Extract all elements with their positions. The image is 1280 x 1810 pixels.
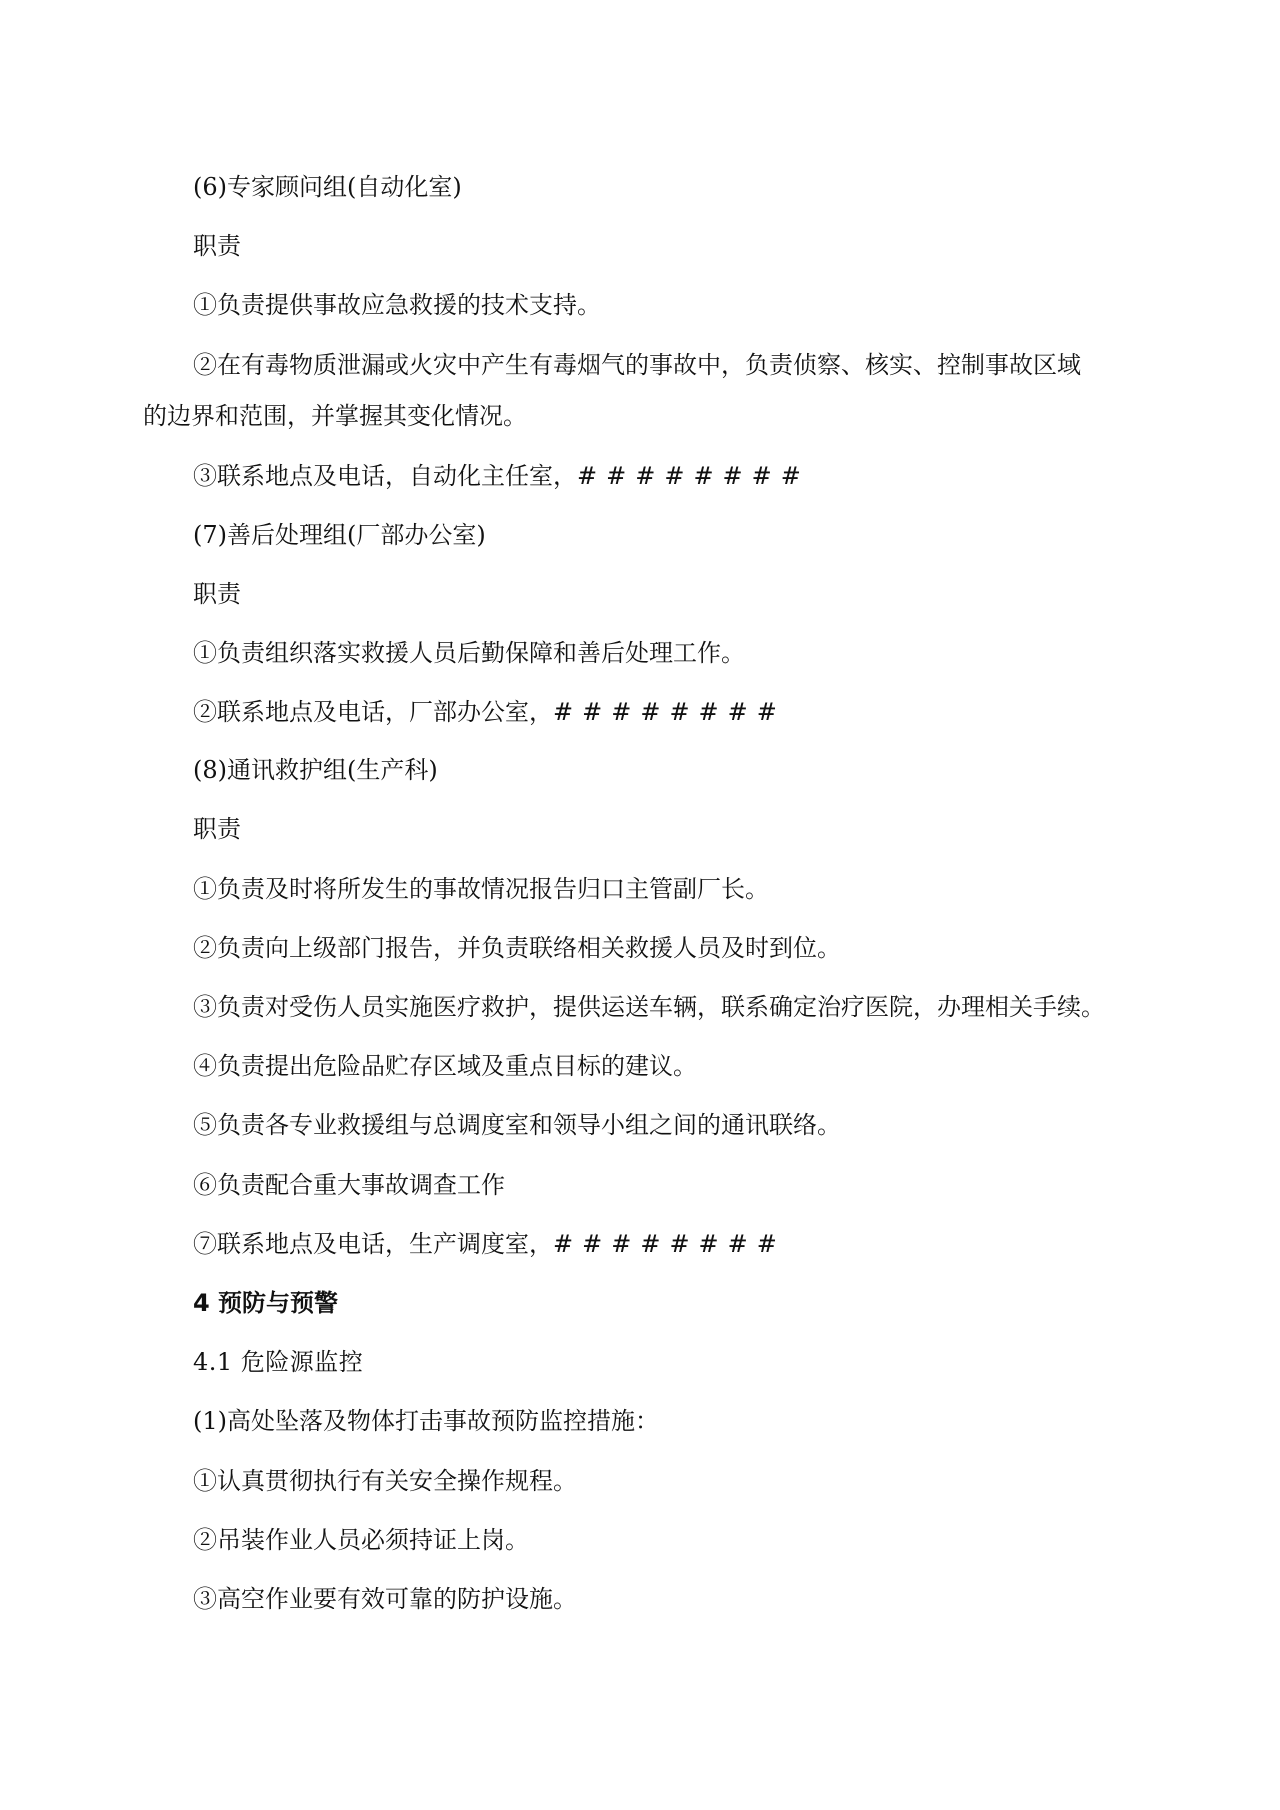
contact-label: ②联系地点及电话，厂部办公室，	[193, 698, 553, 726]
paragraph-item: ①认真贯彻执行有关安全操作规程。	[193, 1467, 577, 1495]
paragraph-item: ⑥负责配合重大事故调查工作	[193, 1171, 505, 1199]
paragraph-duty-label: 职责	[193, 580, 241, 608]
paragraph-item: ③负责对受伤人员实施医疗救护，提供运送车辆，联系确定治疗医院，办理相关手续。	[193, 993, 1105, 1021]
paragraph-item: ⑤负责各专业救援组与总调度室和领导小组之间的通讯联络。	[193, 1111, 841, 1139]
paragraph-item: ①负责提供事故应急救援的技术支持。	[193, 291, 601, 319]
paragraph-item: ④负责提出危险品贮存区域及重点目标的建议。	[193, 1052, 697, 1080]
contact-number: ########	[577, 462, 810, 490]
contact-label: ⑦联系地点及电话，生产调度室，	[193, 1230, 553, 1258]
paragraph-contact	[193, 1229, 786, 1259]
contact-number: ########	[553, 1230, 786, 1258]
section-heading: 4 预防与预警	[193, 1289, 339, 1317]
paragraph-item: ①负责组织落实救援人员后勤保障和善后处理工作。	[193, 639, 745, 667]
paragraph-duty-label: 职责	[193, 232, 241, 260]
subsection-heading: 4.1 危险源监控	[193, 1348, 364, 1376]
paragraph-item: ①负责及时将所发生的事故情况报告归口主管副厂长。	[193, 875, 769, 903]
paragraph-aftermath-group: (7)善后处理组(厂部办公室)	[193, 521, 486, 549]
paragraph-item: ③高空作业要有效可靠的防护设施。	[193, 1585, 577, 1613]
contact-number: ########	[553, 698, 786, 726]
paragraph-contact	[193, 697, 786, 727]
paragraph-duty-label: 职责	[193, 815, 241, 843]
paragraph-contact	[193, 461, 810, 491]
paragraph-item: ②吊装作业人员必须持证上岗。	[193, 1526, 529, 1554]
paragraph-item: (1)高处坠落及物体打击事故预防监控措施：	[193, 1407, 659, 1435]
contact-label: ③联系地点及电话，自动化主任室，	[193, 462, 577, 490]
paragraph-item-continued: 的边界和范围，并掌握其变化情况。	[143, 402, 527, 430]
paragraph-item: ②负责向上级部门报告，并负责联络相关救援人员及时到位。	[193, 934, 841, 962]
paragraph-item: ②在有毒物质泄漏或火灾中产生有毒烟气的事故中，负责侦察、核实、控制事故区域	[193, 351, 1081, 379]
paragraph-comms-group: (8)通讯救护组(生产科)	[193, 756, 438, 784]
paragraph-expert-group: (6)专家顾问组(自动化室)	[193, 173, 462, 201]
